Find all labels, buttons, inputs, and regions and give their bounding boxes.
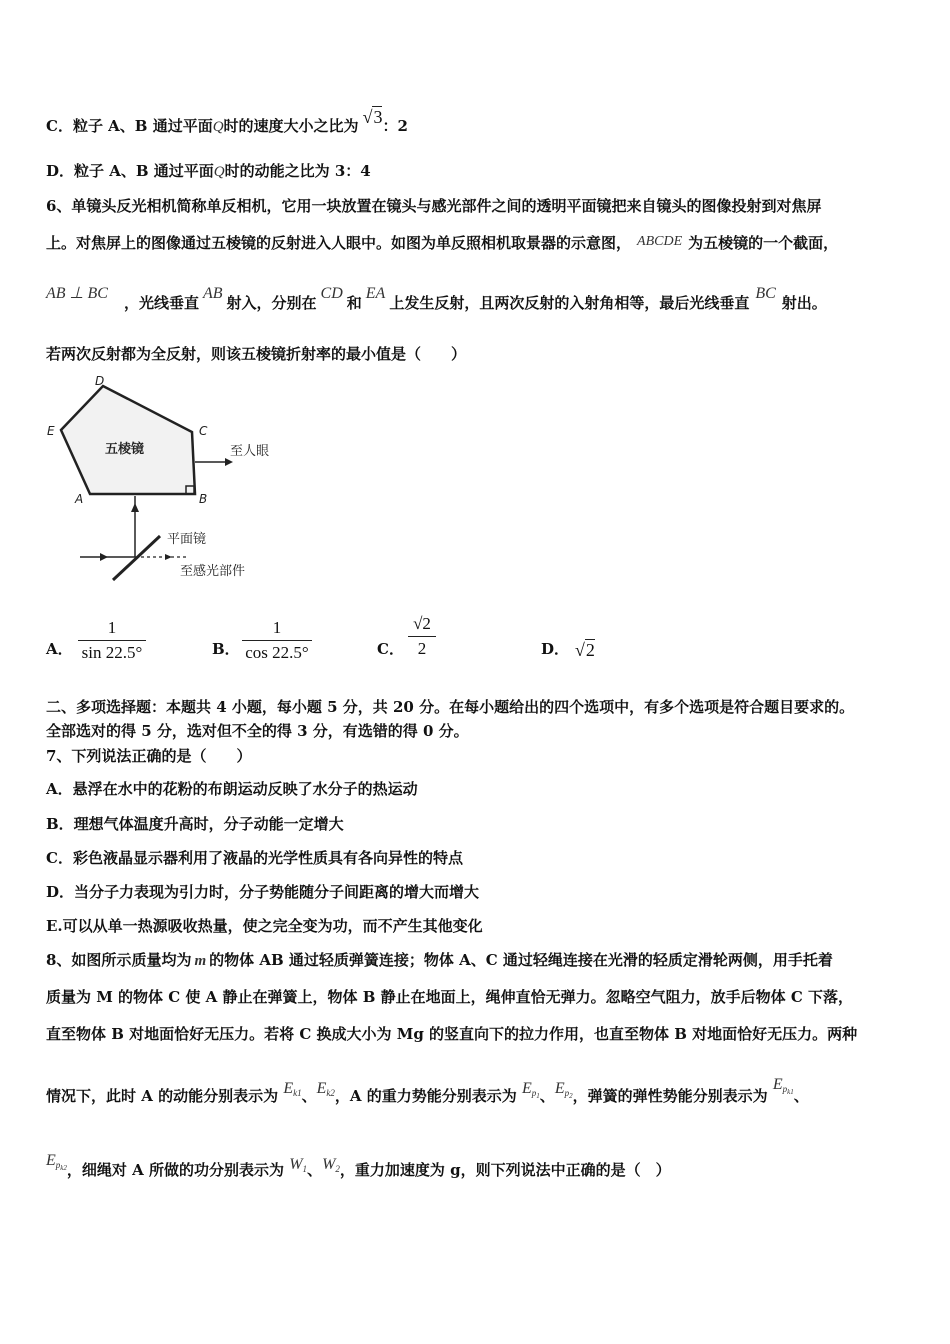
q6-math-ab-perp-bc: AB ⊥ BC xyxy=(46,285,108,302)
q6-option-c-num: √2 xyxy=(413,614,431,633)
q6-math-cd: CD xyxy=(320,285,343,302)
q8-ek2-base: E xyxy=(316,1080,327,1097)
q8-line1 xyxy=(46,950,833,971)
q8-line1-b: 的物体 AB 通过轻质弹簧连接；物体 A、C 通过轻绳连接在光滑的轻质定滑轮两侧，用手托着 xyxy=(209,951,833,969)
q8-ek1-base: E xyxy=(283,1080,294,1097)
q6-line3-c: 和 xyxy=(346,294,362,312)
q5-c-label: C．粒子 A、B 通过平面 xyxy=(46,117,213,135)
q5-d-label: D．粒子 A、B 通过平面 xyxy=(46,162,214,180)
sensor-ray-arrow xyxy=(165,554,172,560)
q6-option-b-num: 1 xyxy=(272,618,282,637)
q7-option-a: A．悬浮在水中的花粉的布朗运动反映了水分子的热运动 xyxy=(46,780,418,798)
vertex-label-e: E xyxy=(47,424,55,438)
q6-line3-b: 射入，分别在 xyxy=(226,294,317,312)
q5-c-radicand: 3 xyxy=(373,107,383,127)
q6-math-ab: AB xyxy=(202,285,223,302)
q6-option-a-label: A． xyxy=(46,640,73,658)
q6-math-ea: EA xyxy=(365,285,386,302)
vertex-label-a: A xyxy=(75,492,84,506)
q8-sep2: 、 xyxy=(539,1087,555,1105)
eye-ray-arrow xyxy=(225,458,233,466)
q8-math-epk2 xyxy=(46,1152,67,1172)
q8-sep3: 、 xyxy=(793,1087,809,1105)
q6-option-c-label: C． xyxy=(377,640,404,658)
q8-math-m: m xyxy=(194,953,207,969)
q6-option-d-sqrt: √2 xyxy=(575,640,595,660)
to-eye-label: 至人眼 xyxy=(230,444,270,459)
q8-epk2-base: E xyxy=(46,1152,56,1169)
q8-ep2-base: E xyxy=(554,1080,565,1097)
q8-sep4: 、 xyxy=(307,1161,323,1179)
q8-math-w1 xyxy=(289,1156,307,1173)
q5-d-var: Q xyxy=(213,164,225,180)
flat-mirror xyxy=(113,536,160,580)
q6-line3-a: ，光线垂直 xyxy=(123,294,199,312)
q7-option-c: C．彩色液晶显示器利用了液晶的光学性质具有各向异性的特点 xyxy=(46,849,463,867)
q8-ep1-base: E xyxy=(522,1080,532,1097)
q7-option-d: D．当分子力表现为引力时，分子势能随分子间距离的增大而增大 xyxy=(46,883,480,901)
q8-math-w2 xyxy=(322,1156,340,1173)
q8-line5-b: ，重力加速度为 g，则下列说法中正确的是（ ） xyxy=(339,1161,671,1179)
q5-option-c xyxy=(46,107,408,137)
q7-option-b: B．理想气体温度升高时，分子动能一定增大 xyxy=(46,815,344,833)
q8-math-ek2 xyxy=(317,1080,335,1097)
q8-line5-a: ，细绳对 A 所做的功分别表示为 xyxy=(66,1161,284,1179)
q6-option-c-bar xyxy=(408,636,436,637)
q8-w1-sub: 1 xyxy=(302,1164,308,1174)
q6-option-c-den: 2 xyxy=(417,639,427,658)
q8-w2-sub: 2 xyxy=(335,1164,340,1174)
q5-option-d xyxy=(46,161,371,182)
pentaprism-figure xyxy=(40,372,300,587)
section2-line1: 二、多项选择题：本题共 4 小题，每小题 5 分，共 20 分。在每小题给出的四个选项中，有多个选项是符合题目要求的。 xyxy=(46,698,855,716)
q8-w1-base: W xyxy=(289,1156,303,1173)
section2-line2: 全部选对的得 5 分，选对但不全的得 3 分，有选错的得 0 分。 xyxy=(46,722,469,740)
q5-c-sqrt: √3 xyxy=(362,107,383,127)
q6-line3-e: 射出。 xyxy=(781,294,827,312)
q6-option-d-label: D． xyxy=(541,640,570,658)
vertical-ray-arrow xyxy=(131,503,139,512)
q8-epk1-sub: p xyxy=(782,1084,788,1094)
q8-epk1-base: E xyxy=(772,1076,783,1093)
q8-line2: 质量为 M 的物体 C 使 A 静止在弹簧上，物体 B 静止在地面上，绳伸直恰无弹力。忽略空气阻力，放手后物体 C 下落， xyxy=(46,988,854,1006)
q6-option-a-den: sin 22.5° xyxy=(81,643,143,662)
q6-option-d-radicand: 2 xyxy=(585,640,595,660)
q8-line5 xyxy=(46,1152,671,1188)
q5-d-tail: 时的动能之比为 3：4 xyxy=(224,162,371,180)
q8-line1-a: 8、如图所示质量均为 xyxy=(46,951,192,969)
q6-line2-tail: 为五棱镜的一个截面， xyxy=(688,234,839,252)
q6-option-b-den: cos 22.5° xyxy=(245,643,309,662)
incoming-ray-arrow xyxy=(100,553,108,561)
q6-line4: 若两次反射都为全反射，则该五棱镜折射率的最小值是（ ） xyxy=(46,345,467,363)
prism-label: 五棱镜 xyxy=(105,442,145,457)
q5-c-tail: ：2 xyxy=(382,117,408,135)
q6-line3-d: 上发生反射，且两次反射的入射角相等，最后光线垂直 xyxy=(389,294,750,312)
prism-outline xyxy=(61,386,195,494)
q5-c-mid: 时的速度大小之比为 xyxy=(223,117,359,135)
q8-math-epk1 xyxy=(772,1076,794,1096)
q8-ep1-subsub: 1 xyxy=(536,1092,540,1100)
q8-w2-base: W xyxy=(322,1156,336,1173)
to-sensor-label: 至感光部件 xyxy=(180,564,246,579)
q8-ep1-sub: p xyxy=(531,1088,537,1098)
q6-option-b-label: B． xyxy=(212,640,240,658)
q6-math-bc: BC xyxy=(755,285,776,302)
q8-sep1: 、 xyxy=(301,1087,317,1105)
q6-line1: 6、单镜头反光相机简称单反相机，它用一块放置在镜头与感光部件之间的透明平面镜把来自镜头的图像投射到对焦屏 xyxy=(46,197,822,215)
q6-option-b-bar xyxy=(242,640,312,641)
vertex-label-d: D xyxy=(95,374,105,388)
q6-option-a-num: 1 xyxy=(107,618,117,637)
q6-line3 xyxy=(46,285,827,319)
q8-ep2-sub: p xyxy=(564,1088,570,1098)
q8-line4-c: ，弹簧的弹性势能分别表示为 xyxy=(572,1087,768,1105)
q6-line2-text: 上。对焦屏上的图像通过五棱镜的反射进入人眼中。如图为单反照相机取景器的示意图， xyxy=(46,234,632,252)
mirror-label: 平面镜 xyxy=(167,532,207,547)
q6-math-abcde: ABCDE xyxy=(637,234,683,249)
q8-epk2-sub: p xyxy=(55,1160,61,1170)
q7-option-e: E.可以从单一热源吸收热量，使之完全变为功，而不产生其他变化 xyxy=(46,917,483,935)
q8-epk2-subsub: k2 xyxy=(60,1164,67,1172)
q6-option-b-fraction xyxy=(242,618,312,663)
q6-line2 xyxy=(46,233,838,255)
q8-ep2-subsub: 2 xyxy=(569,1092,573,1100)
q8-math-ep1 xyxy=(522,1080,540,1100)
q8-ek1-sub: k1 xyxy=(293,1088,302,1098)
q8-math-ek1 xyxy=(283,1080,301,1097)
q8-line4-a: 情况下，此时 A 的动能分别表示为 xyxy=(46,1087,279,1105)
q8-epk1-subsub: k1 xyxy=(787,1088,794,1096)
q8-ek2-sub: k2 xyxy=(326,1088,335,1098)
vertex-label-c: C xyxy=(199,424,208,438)
q6-option-a-bar xyxy=(78,640,146,641)
q5-c-var: Q xyxy=(212,119,224,135)
q8-line4-b: ，A 的重力势能分别表示为 xyxy=(334,1087,517,1105)
q6-option-a-fraction xyxy=(78,618,146,663)
q8-line4 xyxy=(46,1076,809,1114)
q7-stem: 7、下列说法正确的是（ ） xyxy=(46,747,252,765)
q8-line3: 直至物体 B 对地面恰好无压力。若将 C 换成大小为 Mg 的竖直向下的拉力作用，也直至物体 B 对地面恰好无压力。两种 xyxy=(46,1025,858,1043)
vertex-label-b: B xyxy=(199,492,208,506)
q8-math-ep2 xyxy=(554,1080,573,1100)
q6-option-c-fraction xyxy=(408,614,436,659)
